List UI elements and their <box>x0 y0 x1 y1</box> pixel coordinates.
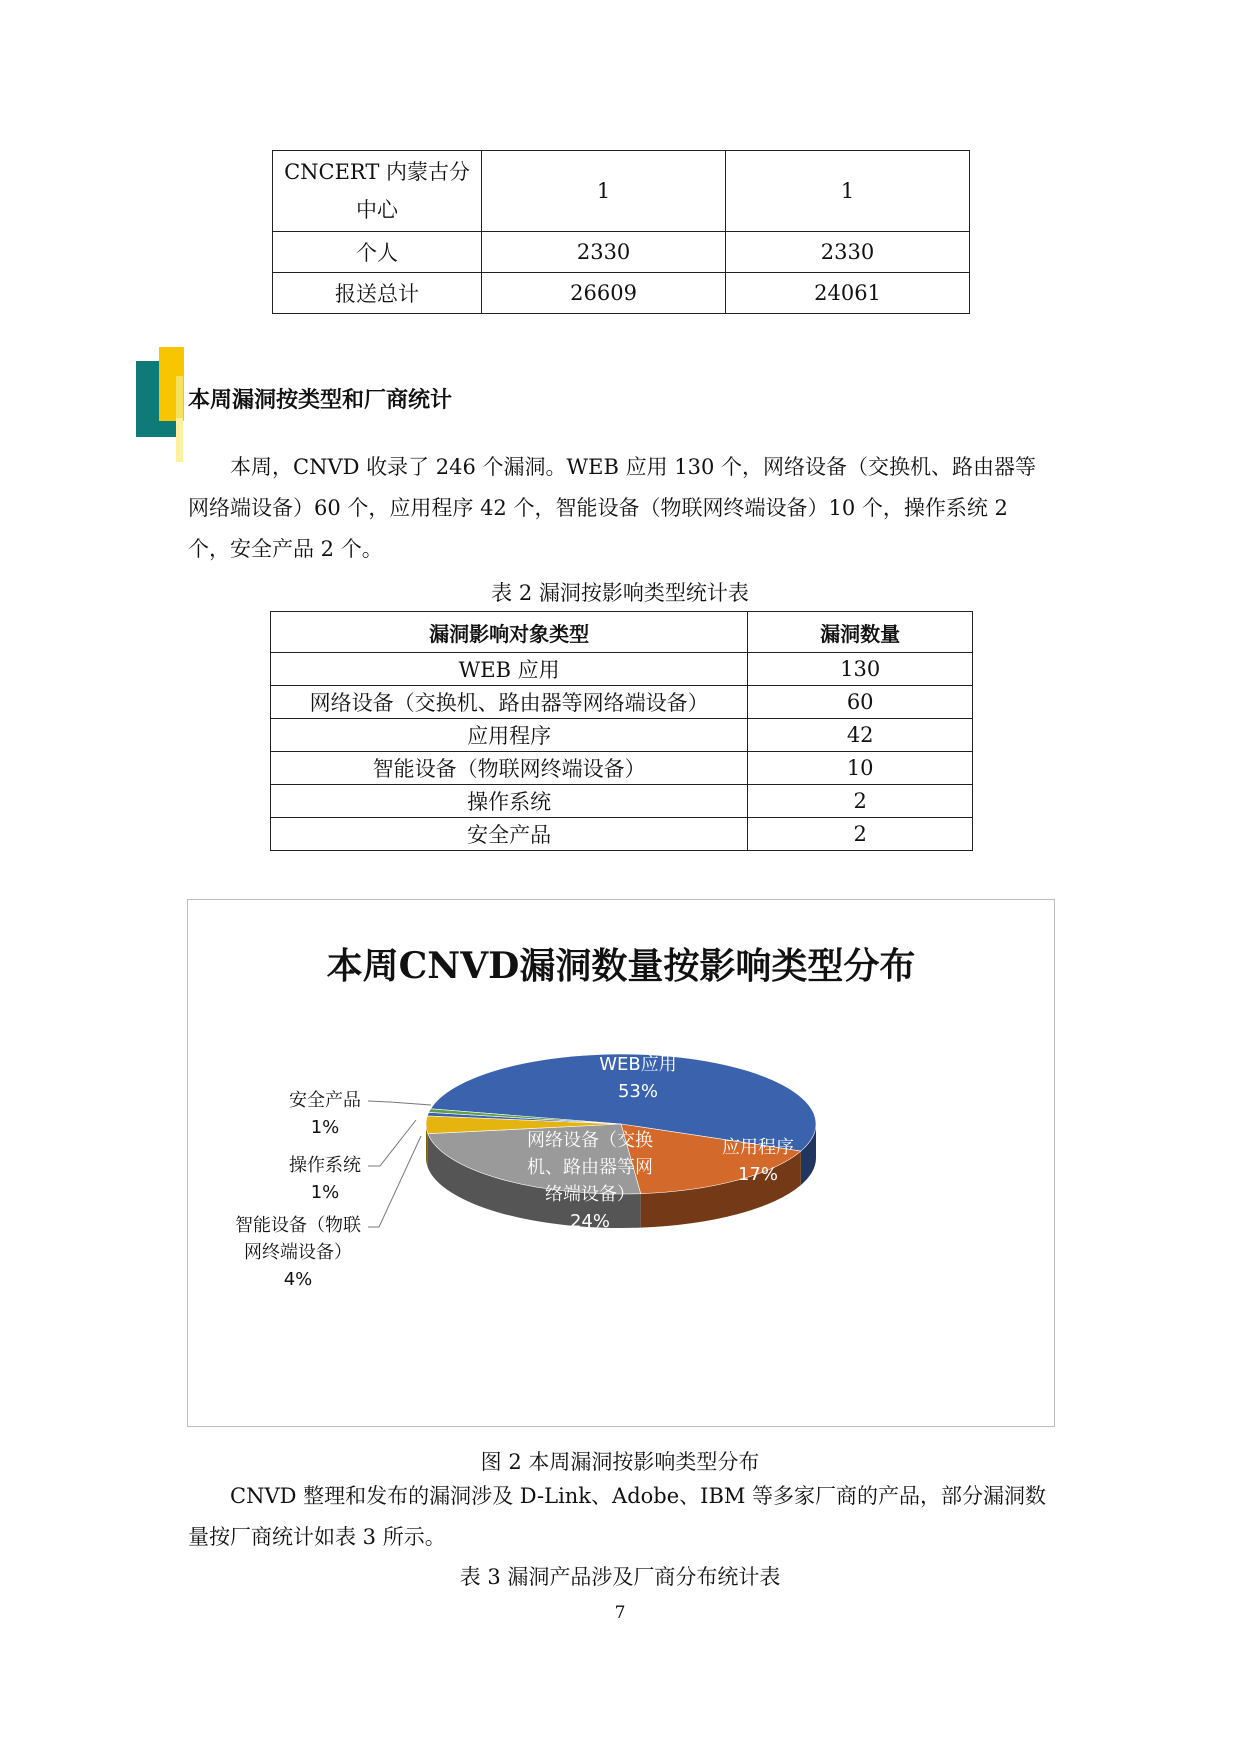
vuln-type-table <box>270 611 973 851</box>
table-header-row <box>271 612 973 653</box>
column-header: 漏洞影响对象类型 <box>271 612 748 653</box>
table-cell: 10 <box>748 752 973 785</box>
leader-line <box>368 1101 431 1105</box>
table-cell: 网络设备（交换机、路由器等网络端设备） <box>271 686 748 719</box>
table-cell: 2 <box>748 785 973 818</box>
table-cell: 2330 <box>726 232 970 273</box>
table-caption: 表 3 漏洞产品涉及厂商分布统计表 <box>459 1565 781 1589</box>
chart-title: 本周CNVD漏洞数量按影响类型分布 <box>326 945 916 987</box>
table-row <box>271 719 973 752</box>
table-cell: WEB 应用 <box>271 653 748 686</box>
table-row <box>273 273 970 314</box>
table-cell: 个人 <box>273 232 482 273</box>
section-heading: 本周漏洞按类型和厂商统计 <box>188 388 453 413</box>
table-row <box>273 151 970 232</box>
table-row <box>271 818 973 851</box>
paragraph: CNVD 整理和发布的漏洞涉及 D-Link、Adobe、IBM 等多家厂商的产品，部分漏洞数量按厂商统计如表 3 所示。 <box>188 1484 1047 1549</box>
figure-caption: 图 2 本周漏洞按影响类型分布 <box>480 1450 760 1474</box>
table-cell: 安全产品 <box>271 818 748 851</box>
table-cell: 2330 <box>482 232 726 273</box>
table-cell: 1 <box>482 151 726 232</box>
data-label: 安全产品 1% <box>289 1090 361 1138</box>
table-caption: 表 2 漏洞按影响类型统计表 <box>491 581 749 605</box>
table-cell: 1 <box>726 151 970 232</box>
table-cell: CNCERT 内蒙古分中心 <box>273 151 482 232</box>
heading-decoration-yellow-mid <box>176 376 183 420</box>
heading-decoration-yellow-pale <box>176 418 183 462</box>
table-cell: 应用程序 <box>271 719 748 752</box>
table-cell: 2 <box>748 818 973 851</box>
data-label: 操作系统 1% <box>289 1155 361 1203</box>
table-cell: 26609 <box>482 273 726 314</box>
table-cell: 操作系统 <box>271 785 748 818</box>
table-cell: 60 <box>748 686 973 719</box>
table-row <box>271 752 973 785</box>
data-label: 智能设备（物联网终端设备） 4% <box>235 1215 361 1290</box>
chart-frame <box>187 899 1055 1427</box>
leader-line <box>368 1136 421 1227</box>
leader-line <box>368 1120 416 1166</box>
vendor-report-table <box>272 150 970 314</box>
pie-chart <box>188 900 1054 1426</box>
table-row <box>271 686 973 719</box>
table-cell: 130 <box>748 653 973 686</box>
data-label: 应用程序 17% <box>722 1137 794 1185</box>
table-cell: 42 <box>748 719 973 752</box>
table-cell: 24061 <box>726 273 970 314</box>
column-header: 漏洞数量 <box>748 612 973 653</box>
table-row <box>271 653 973 686</box>
data-label: WEB应用 53% <box>599 1054 677 1102</box>
data-label: 网络设备（交换机、路由器等网络端设备） 24% <box>527 1130 653 1232</box>
page-number: 7 <box>614 1603 626 1623</box>
table-cell: 报送总计 <box>273 273 482 314</box>
table-row <box>273 232 970 273</box>
paragraph: 本周，CNVD 收录了 246 个漏洞。WEB 应用 130 个，网络设备（交换机、路由器等网络端设备）60 个，应用程序 42 个，智能设备（物联网终端设备）10 个，操作系统 2 个，安全产品 2 个。 <box>188 455 1037 561</box>
table-row <box>271 785 973 818</box>
table-cell: 智能设备（物联网终端设备） <box>271 752 748 785</box>
